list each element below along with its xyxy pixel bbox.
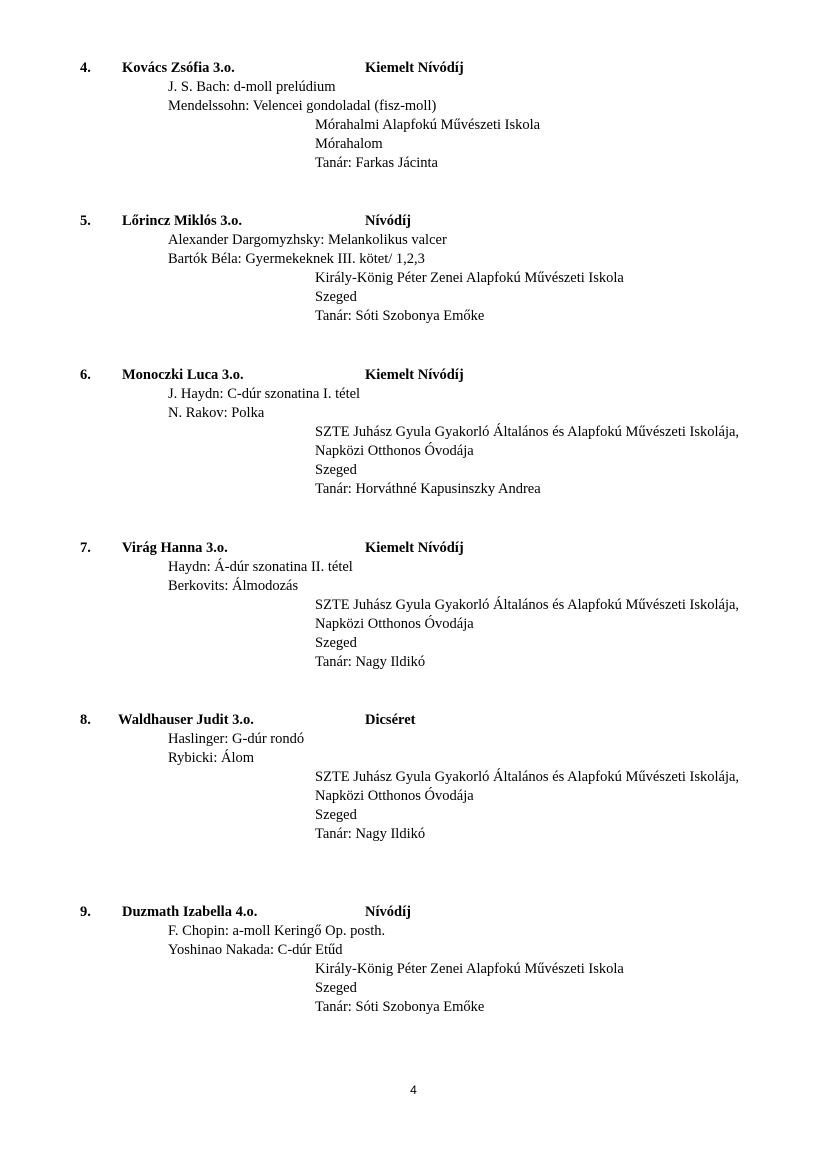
award: Nívódíj bbox=[365, 904, 411, 920]
city: Szeged bbox=[315, 289, 357, 305]
entry-number: 5. bbox=[80, 213, 91, 229]
piece: Bartók Béla: Gyermekeknek III. kötet/ 1,2,3 bbox=[168, 251, 425, 267]
teacher: Tanár: Sóti Szobonya Emőke bbox=[315, 999, 485, 1015]
entry-number: 7. bbox=[80, 540, 91, 556]
participant-name: Duzmath Izabella 4.o. bbox=[122, 904, 258, 920]
piece: F. Chopin: a-moll Keringő Op. posth. bbox=[168, 923, 386, 939]
entry-number: 6. bbox=[80, 367, 91, 383]
school-continued: Napközi Otthonos Óvodája bbox=[315, 616, 474, 632]
award: Kiemelt Nívódíj bbox=[365, 540, 464, 556]
school: Király-König Péter Zenei Alapfokú Művészeti Iskola bbox=[315, 961, 624, 977]
school: SZTE Juhász Gyula Gyakorló Általános és Alapfokú Művészeti Iskolája, bbox=[315, 597, 740, 613]
piece: Alexander Dargomyzhsky: Melankolikus valcer bbox=[168, 232, 447, 248]
piece: Haydn: Á-dúr szonatina II. tétel bbox=[168, 559, 353, 575]
entry-number: 8. bbox=[80, 712, 91, 728]
school: Mórahalmi Alapfokú Művészeti Iskola bbox=[315, 117, 541, 133]
piece: Haslinger: G-dúr rondó bbox=[168, 731, 305, 747]
piece: N. Rakov: Polka bbox=[168, 405, 265, 421]
piece: Yoshinao Nakada: C-dúr Etűd bbox=[168, 942, 343, 958]
school: SZTE Juhász Gyula Gyakorló Általános és Alapfokú Művészeti Iskolája, bbox=[315, 424, 740, 440]
teacher: Tanár: Sóti Szobonya Emőke bbox=[315, 308, 485, 324]
piece: Mendelssohn: Velencei gondoladal (fisz-moll) bbox=[168, 98, 437, 114]
teacher: Tanár: Nagy Ildikó bbox=[315, 826, 426, 842]
school: Király-König Péter Zenei Alapfokú Művészeti Iskola bbox=[315, 270, 624, 286]
school-continued: Napközi Otthonos Óvodája bbox=[315, 443, 474, 459]
piece: Rybicki: Álom bbox=[168, 750, 255, 766]
participant-name: Monoczki Luca 3.o. bbox=[122, 367, 244, 383]
city: Szeged bbox=[315, 635, 357, 651]
entry-number: 4. bbox=[80, 60, 91, 76]
award: Kiemelt Nívódíj bbox=[365, 60, 464, 76]
teacher: Tanár: Farkas Jácinta bbox=[315, 155, 438, 171]
participant-name: Virág Hanna 3.o. bbox=[122, 540, 228, 556]
city: Mórahalom bbox=[315, 136, 383, 152]
teacher: Tanár: Horváthné Kapusinszky Andrea bbox=[315, 481, 541, 497]
award: Nívódíj bbox=[365, 213, 411, 229]
page-number: 4 bbox=[410, 1083, 417, 1097]
piece: Berkovits: Álmodozás bbox=[168, 578, 299, 594]
entry-number: 9. bbox=[80, 904, 91, 920]
award: Kiemelt Nívódíj bbox=[365, 367, 464, 383]
participant-name: Kovács Zsófia 3.o. bbox=[122, 60, 235, 76]
teacher: Tanár: Nagy Ildikó bbox=[315, 654, 426, 670]
piece: J. Haydn: C-dúr szonatina I. tétel bbox=[168, 386, 361, 402]
city: Szeged bbox=[315, 807, 357, 823]
participant-name: Lőrincz Miklós 3.o. bbox=[122, 213, 243, 229]
piece: J. S. Bach: d-moll prelúdium bbox=[168, 79, 336, 95]
school: SZTE Juhász Gyula Gyakorló Általános és Alapfokú Művészeti Iskolája, bbox=[315, 769, 740, 785]
city: Szeged bbox=[315, 980, 357, 996]
school-continued: Napközi Otthonos Óvodája bbox=[315, 788, 474, 804]
participant-name: Waldhauser Judit 3.o. bbox=[118, 712, 254, 728]
city: Szeged bbox=[315, 462, 357, 478]
award: Dicséret bbox=[365, 712, 416, 728]
